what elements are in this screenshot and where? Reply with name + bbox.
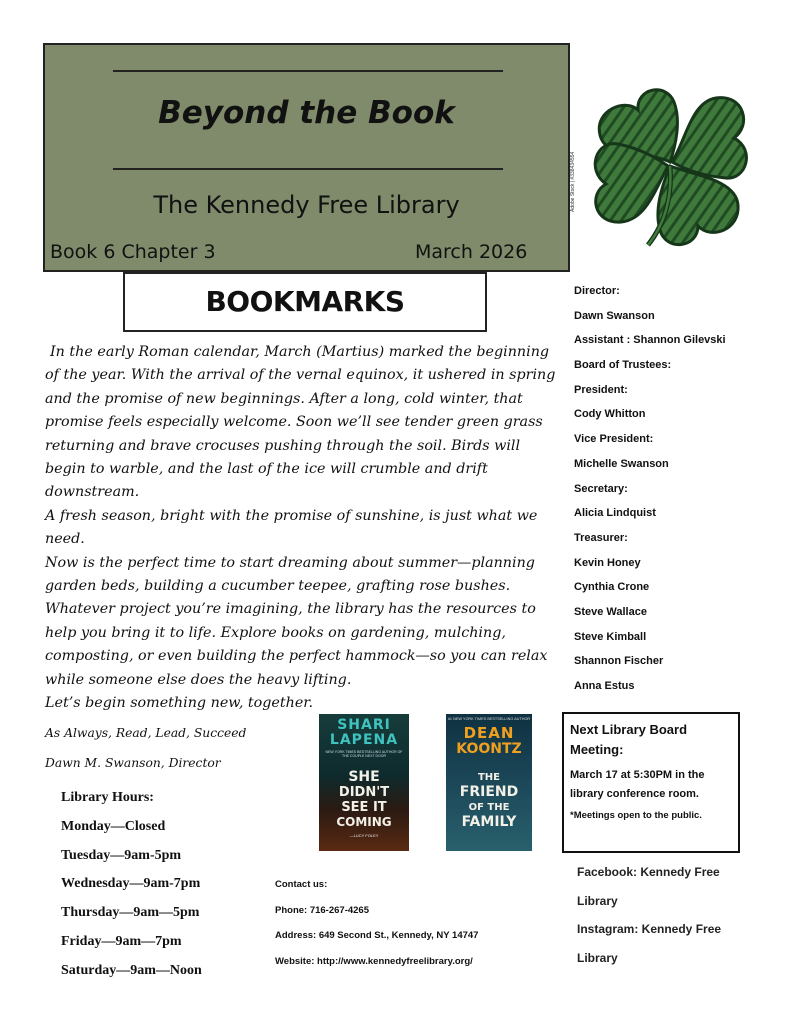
staff-line: President:: [574, 383, 628, 396]
staff-line: Board of Trustees:: [574, 359, 672, 372]
cover-tagline: NEW YORK TIMES BESTSELLING AUTHOR OF THE COUPLE NEXT DOOR: [325, 750, 403, 758]
cover-title-3: SEE IT: [341, 800, 387, 815]
section-title: BOOKMARKS: [123, 272, 487, 332]
staff-line: Dawn Swanson: [574, 309, 655, 322]
instagram-link-cont[interactable]: Library: [577, 950, 618, 965]
motto: As Always, Read, Lead, Succeed: [45, 726, 247, 740]
staff-line: Director:: [574, 285, 620, 297]
contact-info: [275, 879, 478, 981]
contact-phone[interactable]: Phone: 716-267-4265: [275, 904, 369, 916]
meeting-time: March 17 at 5:30PM in the library conference room.: [570, 769, 705, 800]
hours-line: Monday—Closed: [61, 818, 166, 834]
hours-line: Friday—9am—7pm: [61, 933, 182, 949]
cover-title-2: DIDN'T: [338, 785, 390, 800]
article-body: [45, 341, 557, 716]
four-leaf-clover-icon: [586, 80, 756, 255]
staff-line: Alicia Lindquist: [574, 507, 656, 520]
cover-title-4: COMING: [336, 815, 392, 829]
cover-author-last: KOONTZ: [456, 741, 522, 757]
cover-author-first: DEAN: [463, 724, 515, 742]
cover-title-2: FRIEND: [459, 784, 519, 800]
staff-line: Cody Whitton: [574, 408, 646, 421]
middle-rule: [113, 168, 503, 170]
cover-title-1: THE: [477, 772, 501, 783]
hours-line: Saturday—9am—Noon: [61, 962, 202, 978]
staff-line: Treasurer:: [574, 531, 628, 544]
hours-line: Thursday—9am—5pm: [61, 905, 200, 921]
image-credit: Adobe Stock | #338434554: [570, 151, 576, 212]
article-paragraph: Now is the perfect time to start dreaming about summer—planning garden beds, building a cucumber teepee, grafting rose bushes. Whatever project you’re imagining, the library has the resources to help you bring it to life. Explore books on gardening, mulching, composting, or even building the perfect hammock—so you can relax while someone else does the heavy lifting.: [45, 554, 548, 688]
book-cover-friend-of-the-family: [446, 714, 532, 851]
hours-line: Tuesday—9am-5pm: [61, 847, 182, 863]
meeting-note: *Meetings open to the public.: [570, 810, 702, 821]
contact-website[interactable]: Website: http://www.kennedyfreelibrary.org/: [275, 955, 473, 967]
board-meeting-box: [562, 712, 740, 853]
issue-date: March 2026: [415, 241, 528, 263]
article-paragraph: In the early Roman calendar, March (Martius) marked the beginning of the year. With the arrival of the vernal equinox, it ushered in spring and the promise of new beginnings. After a long, cold winter, that promise feels especially welcome. Soon we’ll see tender green grass returning and brave crocuses pushing through the soil. Birds will begin to warble, and the last of the ice will crumble and drift downstream.: [45, 344, 556, 501]
staff-line: Michelle Swanson: [574, 457, 669, 470]
staff-line: Anna Estus: [574, 680, 635, 692]
cover-title-3: OF THE: [468, 802, 510, 813]
director-signature: Dawn M. Swanson, Director: [45, 756, 221, 770]
article-paragraph: Let’s begin something new, together.: [45, 695, 314, 712]
newsletter-title: Beyond the Book: [158, 95, 455, 131]
article-paragraph: A fresh season, bright with the promise of sunshine, is just what we need.: [45, 507, 538, 548]
facebook-link[interactable]: Facebook: Kennedy Free: [577, 865, 720, 879]
library-hours: [61, 788, 202, 990]
instagram-link[interactable]: Instagram: Kennedy Free: [577, 922, 722, 936]
staff-list: [574, 284, 774, 704]
staff-line: Kevin Honey: [574, 556, 641, 569]
top-rule: [113, 70, 503, 72]
meeting-title: Next Library Board Meeting:: [570, 722, 688, 757]
social-links: [577, 862, 747, 976]
staff-line: Steve Wallace: [574, 605, 647, 618]
book-cover-she-didnt-see-it-coming: [319, 714, 409, 851]
newsletter-banner: [43, 43, 570, 272]
facebook-link-cont[interactable]: Library: [577, 893, 618, 908]
cover-title-4: FAMILY: [461, 814, 517, 830]
staff-line: Secretary:: [574, 482, 628, 495]
staff-line: Shannon Fischer: [574, 655, 664, 668]
hours-heading: Library Hours:: [61, 790, 154, 805]
issue-number: Book 6 Chapter 3: [50, 241, 216, 263]
hours-line: Wednesday—9am-7pm: [61, 876, 201, 892]
staff-line: Vice President:: [574, 433, 654, 446]
cover-author-last: LAPENA: [329, 732, 399, 748]
library-name: The Kennedy Free Library: [153, 191, 460, 219]
contact-address: Address: 649 Second St., Kennedy, NY 14747: [275, 930, 479, 941]
cover-title-1: SHE: [348, 769, 380, 785]
cover-blurb: —LUCY FOLEY: [349, 833, 379, 838]
staff-line: Assistant : Shannon Gilevski: [574, 334, 726, 347]
staff-line: Steve Kimball: [574, 630, 647, 643]
staff-line: Cynthia Crone: [574, 581, 650, 594]
cover-author-first: SHARI: [337, 717, 391, 733]
cover-tagline: #1 NEW YORK TIMES BESTSELLING AUTHOR: [447, 717, 531, 721]
contact-heading: Contact us:: [275, 879, 328, 890]
